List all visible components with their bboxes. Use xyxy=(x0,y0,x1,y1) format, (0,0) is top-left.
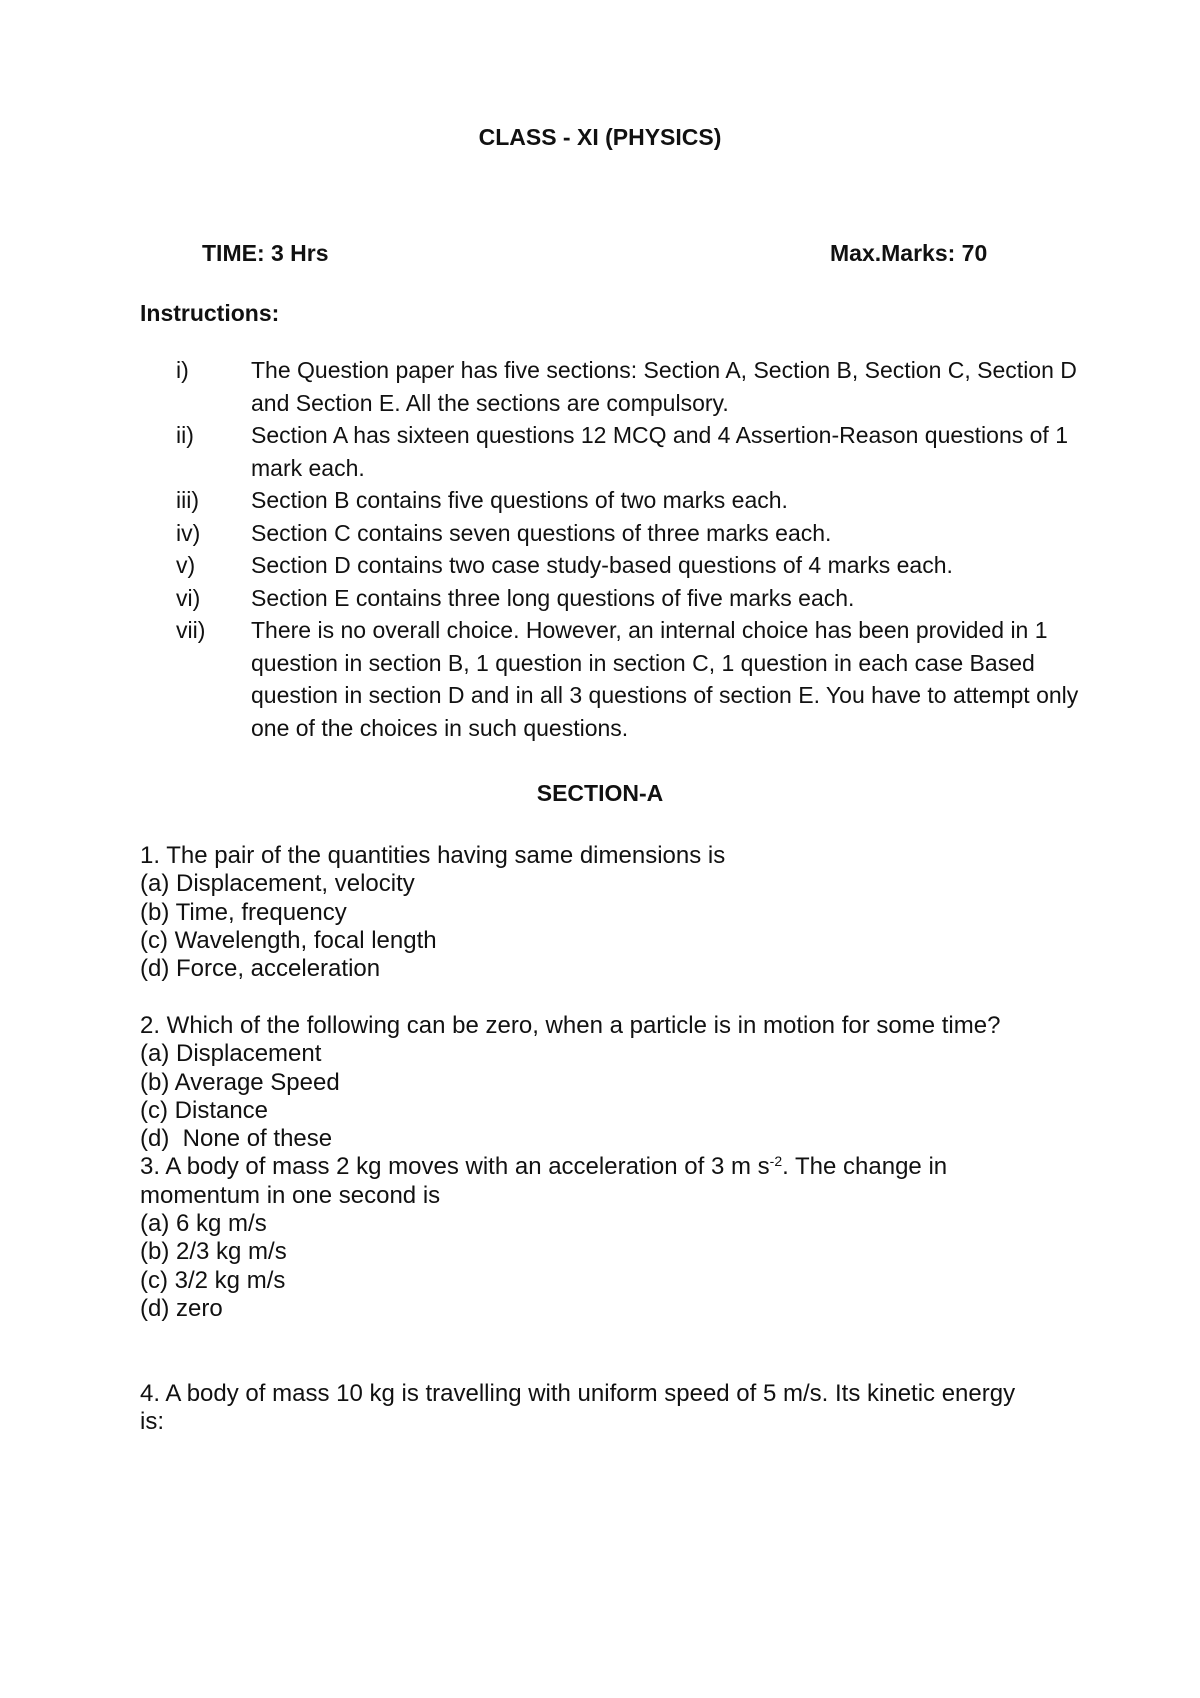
instructions-list xyxy=(160,354,1080,744)
instruction-text: Section C contains seven questions of three marks each. xyxy=(251,519,832,546)
instruction-number: v) xyxy=(176,552,196,578)
instruction-number: vii) xyxy=(176,617,206,643)
question-option: (c) 3/2 kg m/s xyxy=(140,1266,286,1294)
instruction-text: Section A has sixteen questions 12 MCQ and 4 Assertion-Reason questions of 1 mark each. xyxy=(251,422,1068,481)
question-option: (c) Wavelength, focal length xyxy=(140,926,437,954)
instruction-text: The Question paper has five sections: Section A, Section B, Section C, Section D and Section E. All the sections are compulsory. xyxy=(251,357,1077,416)
question-stem: 2. Which of the following can be zero, when a particle is in motion for some time? xyxy=(140,1012,1001,1039)
instruction-number: ii) xyxy=(176,422,194,448)
instruction-text: Section D contains two case study-based questions of 4 marks each. xyxy=(251,552,953,578)
question-option: (b) Time, frequency xyxy=(140,898,347,926)
question-option: (d) Force, acceleration xyxy=(140,955,381,983)
question-stem-part: . The change in xyxy=(782,1153,948,1181)
question-stem-continued: momentum in one second is xyxy=(140,1181,441,1209)
instruction-item xyxy=(160,614,1080,744)
instruction-item xyxy=(160,419,1080,484)
question-1 xyxy=(140,842,1070,983)
question-4 xyxy=(140,1380,1070,1437)
question-option: (d) None of these xyxy=(140,1125,333,1153)
instruction-item xyxy=(160,484,1080,517)
instruction-text: Section E contains three long questions of five marks each. xyxy=(251,584,855,611)
instruction-number: vi) xyxy=(176,584,201,611)
instruction-text: There is no overall choice. However, an internal choice has been provided in 1 question in section B, 1 question in section C, 1 question in each case Based question in section D and in all 3 questions of section E. You have to attempt only one of the choices in such questions. xyxy=(251,617,1079,741)
question-option: (a) Displacement, velocity xyxy=(140,870,415,898)
question-option: (b) 2/3 kg m/s xyxy=(140,1238,287,1266)
question-stem: 1. The pair of the quantities having same dimensions is xyxy=(140,842,726,869)
instructions-heading: Instructions: xyxy=(140,300,280,326)
section-a-heading: SECTION-A xyxy=(536,780,664,806)
question-2-and-3 xyxy=(140,1012,1070,1323)
question-stem-part: 3. A body of mass 2 kg moves with an acceleration of 3 m s xyxy=(140,1153,770,1181)
instruction-item xyxy=(160,549,1080,582)
instruction-number: iv) xyxy=(176,519,201,546)
question-option: (a) Displacement xyxy=(140,1040,322,1068)
max-marks: Max.Marks: 70 xyxy=(830,240,988,266)
question-option: (c) Distance xyxy=(140,1096,269,1124)
instruction-number: i) xyxy=(176,357,189,383)
instruction-item xyxy=(160,517,1080,550)
instruction-item xyxy=(160,354,1080,419)
paper-title: CLASS - XI (PHYSICS) xyxy=(478,124,722,150)
instruction-number: iii) xyxy=(176,487,199,513)
exponent: -2 xyxy=(769,1153,783,1170)
question-option: (b) Average Speed xyxy=(140,1068,340,1096)
time-allowed: TIME: 3 Hrs xyxy=(202,240,329,266)
question-stem xyxy=(140,1153,1070,1181)
question-stem-continued: is: xyxy=(140,1408,164,1436)
instruction-text: Section B contains five questions of two marks each. xyxy=(251,487,788,513)
instruction-item xyxy=(160,582,1080,615)
question-option: (d) zero xyxy=(140,1294,223,1322)
question-option: (a) 6 kg m/s xyxy=(140,1210,267,1238)
question-stem: 4. A body of mass 10 kg is travelling with uniform speed of 5 m/s. Its kinetic energy xyxy=(140,1380,1016,1407)
